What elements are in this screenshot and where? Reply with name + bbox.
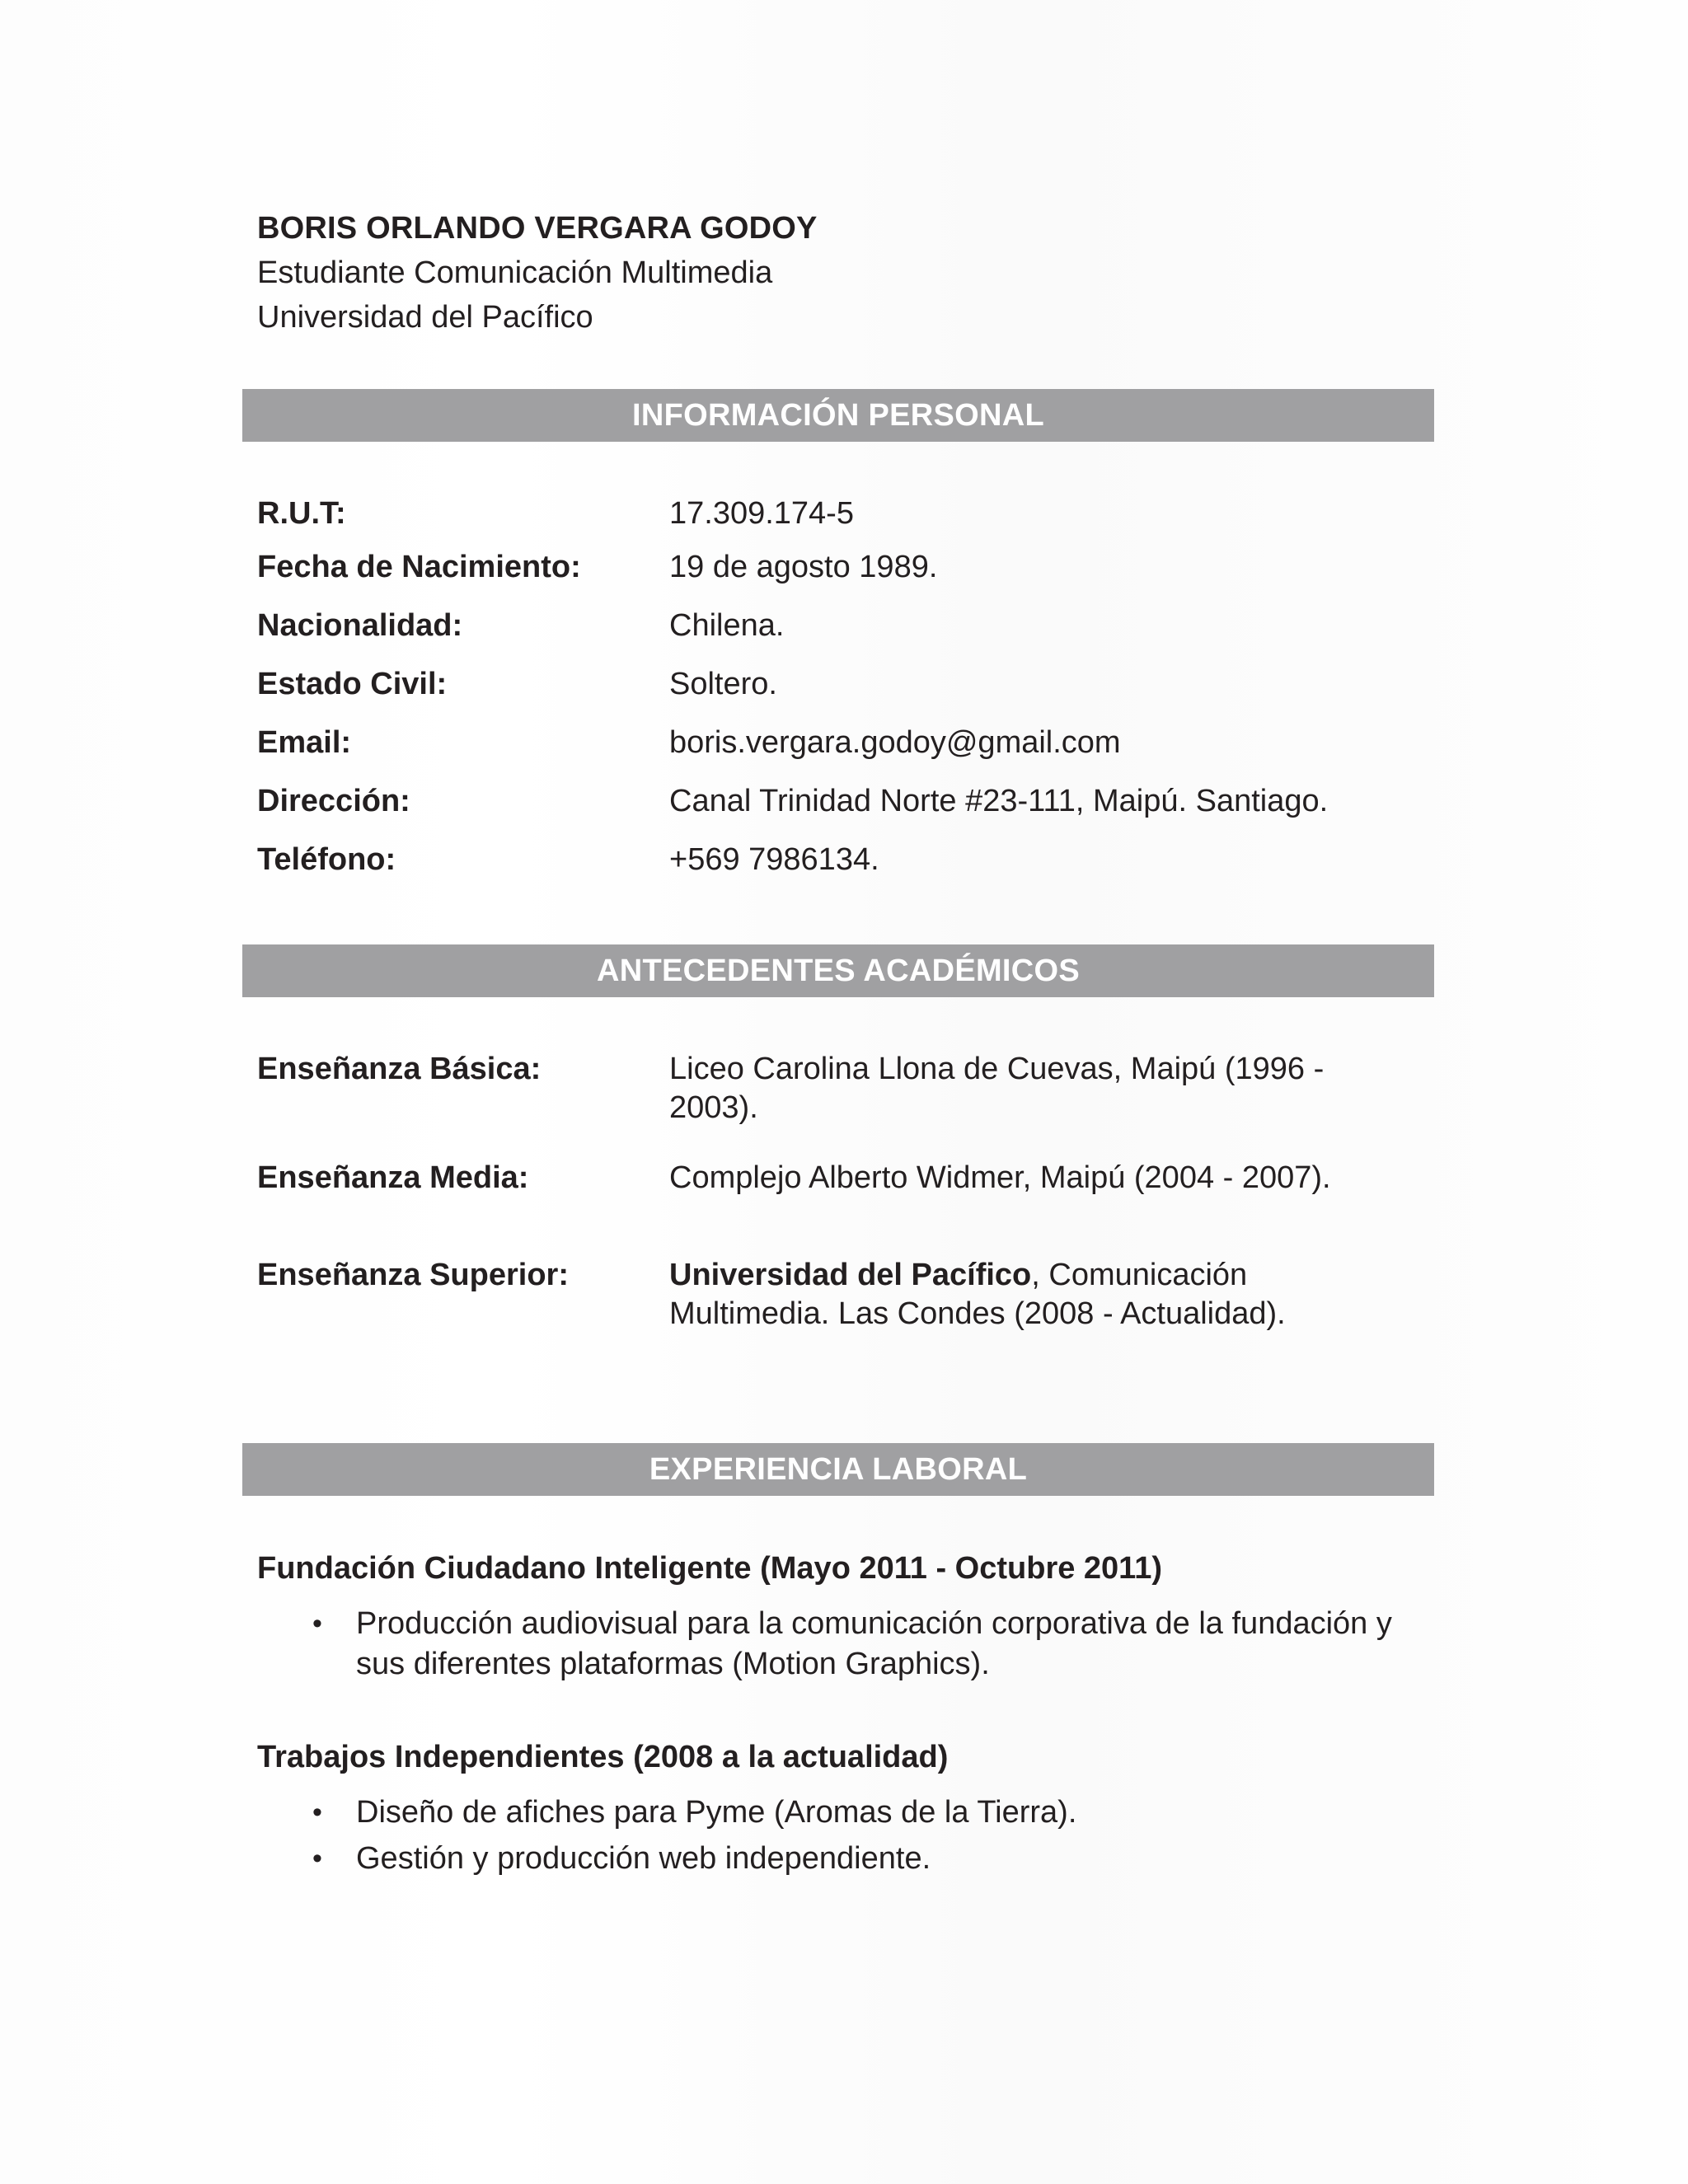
phone-label: Teléfono: bbox=[257, 842, 396, 877]
higher-education-institution: Universidad del Pacífico bbox=[669, 1258, 1032, 1292]
higher-education-label: Enseñanza Superior: bbox=[257, 1258, 569, 1292]
job-item-text: Gestión y producción web independiente. bbox=[356, 1841, 931, 1876]
university-name: Universidad del Pacífico bbox=[257, 300, 593, 335]
section-header-work: EXPERIENCIA LABORAL bbox=[242, 1443, 1434, 1496]
higher-education-value bbox=[669, 1256, 1378, 1333]
nationality-label: Nacionalidad: bbox=[257, 608, 463, 643]
section-header-academic: ANTECEDENTES ACADÉMICOS bbox=[242, 944, 1434, 997]
career-title: Estudiante Comunicación Multimedia bbox=[257, 255, 773, 290]
phone-value: +569 7986134. bbox=[669, 842, 879, 877]
job-title-fundacion: Fundación Ciudadano Inteligente (Mayo 2011 - Octubre 2011) bbox=[257, 1551, 1163, 1586]
bullet-icon: • bbox=[312, 1797, 322, 1828]
birthdate-value: 19 de agosto 1989. bbox=[669, 550, 938, 584]
birthdate-label: Fecha de Nacimiento: bbox=[257, 550, 581, 584]
basic-education-value: Liceo Carolina Llona de Cuevas, Maipú (1996 - 2003). bbox=[669, 1052, 1325, 1125]
email-value[interactable]: boris.vergara.godoy@gmail.com bbox=[669, 725, 1121, 760]
job-list-fundacion bbox=[257, 1604, 1436, 1690]
address-label: Dirección: bbox=[257, 784, 410, 818]
job-item-text: Diseño de afiches para Pyme (Aromas de la Tierra). bbox=[356, 1795, 1077, 1830]
bullet-icon: • bbox=[312, 1608, 322, 1639]
job-item bbox=[257, 1793, 1436, 1833]
job-item bbox=[257, 1839, 1436, 1879]
address-value: Canal Trinidad Norte #23-111, Maipú. Santiago. bbox=[669, 784, 1329, 818]
rut-label: R.U.T: bbox=[257, 496, 346, 531]
civil-status-value: Soltero. bbox=[669, 667, 777, 701]
bullet-icon: • bbox=[312, 1843, 322, 1874]
section-header-personal: INFORMACIÓN PERSONAL bbox=[242, 389, 1434, 442]
job-item bbox=[257, 1604, 1436, 1685]
higher-education-details: , Comunicación Multimedia. Las Condes (2008 - Actualidad). bbox=[669, 1258, 1286, 1331]
job-item-text: Producción audiovisual para la comunicación corporativa de la fundación y sus diferentes plataformas (Motion Graphics). bbox=[356, 1606, 1392, 1681]
resume-header bbox=[257, 206, 1411, 340]
civil-status-label: Estado Civil: bbox=[257, 667, 448, 701]
nationality-value: Chilena. bbox=[669, 608, 785, 643]
person-name: BORIS ORLANDO VERGARA GODOY bbox=[257, 211, 818, 246]
basic-education-label: Enseñanza Básica: bbox=[257, 1052, 542, 1086]
secondary-education-value: Complejo Alberto Widmer, Maipú (2004 - 2007). bbox=[669, 1160, 1331, 1195]
secondary-education-label: Enseñanza Media: bbox=[257, 1160, 529, 1195]
job-list-independent bbox=[257, 1793, 1436, 1885]
job-title-independent: Trabajos Independientes (2008 a la actualidad) bbox=[257, 1740, 949, 1774]
rut-value: 17.309.174-5 bbox=[669, 496, 854, 531]
email-label: Email: bbox=[257, 725, 352, 760]
